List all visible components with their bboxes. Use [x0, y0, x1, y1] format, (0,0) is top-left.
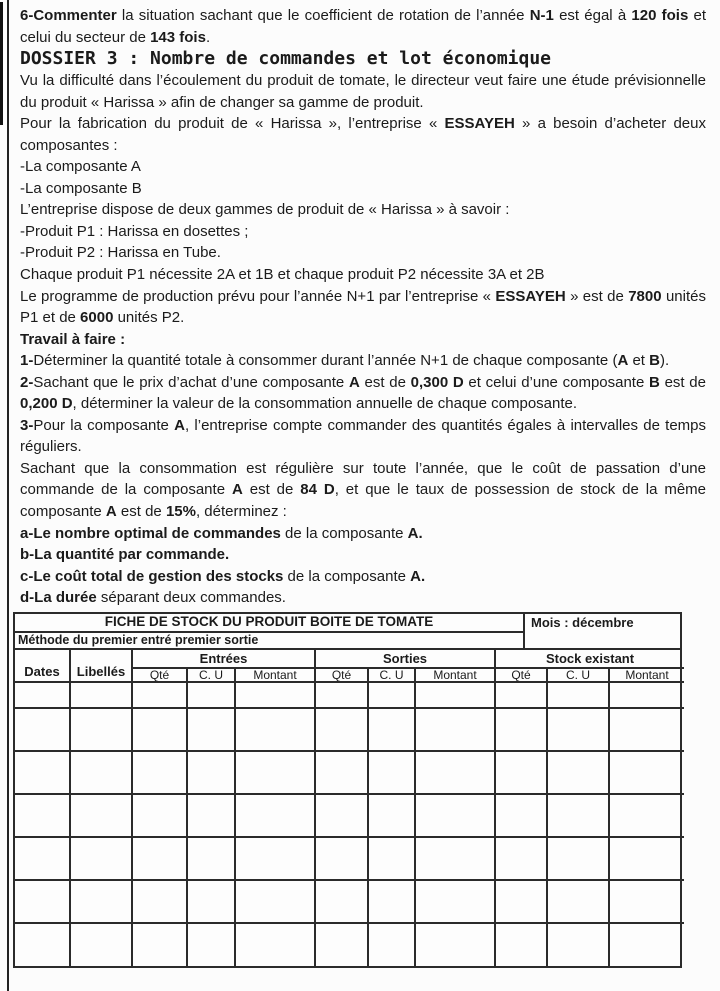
- text-run: Vu la difficulté dans l’écoulement du produit de tomate, le directeur veut faire une étude prévisionnelle du produit « Harissa » afin de changer sa gamme de produit.: [20, 72, 706, 111]
- bold-text-run: 0,200 D: [20, 395, 73, 413]
- stock-cell: [187, 751, 235, 794]
- stock-cell: [315, 923, 368, 966]
- stock-cell: [187, 708, 235, 751]
- column-header-montant-entrees: Montant: [235, 668, 315, 682]
- page-margin-line: [7, 0, 9, 991]
- text-run: -La composante B: [20, 179, 142, 197]
- text-run: Chaque produit P1 nécessite 2A et 1B et chaque produit P2 nécessite 3A et 2B: [20, 266, 545, 284]
- text-run: de la composante: [280, 524, 408, 542]
- text-run: unités P1 et de: [20, 287, 706, 327]
- stock-cell: [609, 751, 684, 794]
- bold-text-run: b-La quantité par commande.: [20, 546, 230, 564]
- bold-text-run: ESSAYEH: [444, 115, 515, 133]
- column-header-cu-sorties: C. U: [368, 668, 415, 682]
- paragraph-nomenclature: [20, 264, 706, 286]
- stock-cell: [415, 880, 495, 923]
- column-header-cu-stock: C. U: [547, 668, 609, 682]
- text-run: ).: [659, 352, 670, 370]
- bold-text-run: A: [174, 416, 185, 434]
- stock-cell: [315, 794, 368, 837]
- stock-cell: [15, 794, 70, 837]
- stock-cell: [609, 880, 684, 923]
- stock-cell: [495, 682, 547, 708]
- paragraph-produit-p1: [20, 221, 706, 243]
- stock-cell: [187, 880, 235, 923]
- paragraph-question-1: [20, 350, 706, 372]
- text-run: , déterminer la valeur de la consommation annuelle de chaque composante.: [72, 395, 578, 413]
- text-run: est de: [242, 481, 301, 499]
- paragraph-programme: [20, 286, 706, 329]
- table-row: [15, 751, 684, 794]
- text-run: est de: [659, 373, 706, 391]
- paragraph-intro: [20, 70, 706, 113]
- stock-cell: [132, 751, 187, 794]
- text-run: Sachant que le prix d’achat d’une composante: [33, 373, 349, 391]
- stock-cell: [368, 923, 415, 966]
- paragraph-gammes: [20, 199, 706, 221]
- stock-cell: [495, 708, 547, 751]
- paragraph-question-3: [20, 415, 706, 458]
- bold-text-run: 0,300 D: [410, 373, 464, 391]
- paragraph-hypotheses: [20, 458, 706, 523]
- stock-cell: [415, 708, 495, 751]
- stock-cell: [315, 682, 368, 708]
- stock-cell: [70, 837, 132, 880]
- group-header-entrees: Entrées: [132, 650, 315, 668]
- bold-text-run: d-La durée: [20, 589, 97, 607]
- bold-text-run: A: [105, 503, 117, 521]
- stock-cell: [70, 751, 132, 794]
- text-run: Sachant que la consommation est régulière sur toute l’année, que le coût de passation d’une commande de la composante: [20, 459, 706, 499]
- paragraph-q6: [20, 5, 706, 48]
- paragraph-question-d: [20, 587, 706, 609]
- stock-cell: [415, 837, 495, 880]
- stock-cell: [235, 682, 315, 708]
- stock-cell: [15, 837, 70, 880]
- stock-cell: [235, 751, 315, 794]
- stock-cell: [547, 751, 609, 794]
- stock-cell: [609, 794, 684, 837]
- stock-cell: [235, 708, 315, 751]
- stock-cell: [495, 837, 547, 880]
- bold-text-run: 3-: [20, 416, 34, 434]
- stock-cell: [495, 880, 547, 923]
- stock-grid: [15, 650, 684, 966]
- stock-table-title-block: [15, 614, 523, 648]
- bold-text-run: 120 fois: [631, 7, 689, 24]
- column-header-montant-sorties: Montant: [415, 668, 495, 682]
- stock-cell: [187, 682, 235, 708]
- stock-cell: [70, 794, 132, 837]
- bold-text-run: Travail à faire :: [20, 330, 126, 348]
- table-row: [15, 880, 684, 923]
- bold-text-run: c-Le coût total de gestion des stocks: [20, 567, 284, 585]
- bold-text-run: 2-: [20, 373, 34, 391]
- text-run: et: [628, 352, 650, 370]
- stock-cell: [132, 794, 187, 837]
- paragraph-travail-a-faire: [20, 329, 706, 351]
- paragraph-question-c: [20, 566, 706, 588]
- stock-table-mois-cell: Mois : décembre: [523, 614, 680, 648]
- stock-cell: [132, 923, 187, 966]
- stock-cell: [495, 794, 547, 837]
- text-run: la situation sachant que le coefficient de rotation de l’année: [116, 7, 530, 24]
- group-header-sorties: Sorties: [315, 650, 495, 668]
- stock-cell: [547, 708, 609, 751]
- stock-cell: [315, 837, 368, 880]
- stock-cell: [235, 794, 315, 837]
- stock-cell: [132, 708, 187, 751]
- stock-cell: [415, 794, 495, 837]
- bold-text-run: A.: [407, 524, 423, 542]
- stock-cell: [132, 880, 187, 923]
- stock-cell: [315, 880, 368, 923]
- paragraph-question-2: [20, 372, 706, 415]
- stock-cell: [415, 751, 495, 794]
- text-run: de la composante: [283, 567, 411, 585]
- text-run: Déterminer la quantité totale à consommer durant l’année N+1 de chaque composante (: [33, 352, 618, 370]
- stock-cell: [315, 708, 368, 751]
- stock-cell: [368, 708, 415, 751]
- bold-text-run: N-1: [529, 7, 554, 24]
- paragraph-question-b: [20, 544, 706, 566]
- stock-cell: [15, 751, 70, 794]
- text-run: séparant deux commandes.: [96, 589, 286, 607]
- bold-text-run: ESSAYEH: [495, 287, 566, 305]
- stock-grid-body: [15, 682, 684, 966]
- bold-text-run: 84 D: [300, 481, 335, 499]
- stock-cell: [187, 794, 235, 837]
- stock-cell: [368, 751, 415, 794]
- table-row: [15, 923, 684, 966]
- text-run: , l’entreprise compte commander des quantités égales à intervalles de temps réguliers.: [20, 416, 707, 456]
- text-run: Pour la composante: [33, 416, 175, 434]
- stock-cell: [368, 682, 415, 708]
- stock-table-title: FICHE DE STOCK DU PRODUIT BOITE DE TOMATE: [15, 614, 523, 633]
- stock-cell: [609, 708, 684, 751]
- stock-cell: [235, 880, 315, 923]
- stock-cell: [609, 837, 684, 880]
- text-run: -La composante A: [20, 158, 141, 176]
- table-row: [15, 708, 684, 751]
- table-row: [15, 794, 684, 837]
- stock-cell: [547, 794, 609, 837]
- paragraph-composante-b: [20, 178, 706, 200]
- text-run: et celui du secteur de: [20, 7, 707, 46]
- stock-cell: [187, 837, 235, 880]
- stock-cell: [415, 682, 495, 708]
- stock-cell: [495, 751, 547, 794]
- text-run: est de: [359, 373, 411, 391]
- text-run: , et que le taux de possession de stock de la même composante: [20, 481, 707, 521]
- table-row: [15, 682, 684, 708]
- column-header-libelles: Libellés: [70, 650, 132, 682]
- bold-text-run: B: [649, 373, 660, 391]
- text-run: et celui d’une composante: [463, 373, 650, 391]
- stock-cell: [70, 923, 132, 966]
- stock-cell: [235, 837, 315, 880]
- bold-text-run: A: [348, 373, 360, 391]
- text-run: , déterminez :: [195, 503, 287, 521]
- bold-text-run: A.: [410, 567, 426, 585]
- stock-cell: [609, 682, 684, 708]
- paragraph-produit-p2: [20, 242, 706, 264]
- bold-text-run: A: [617, 352, 629, 370]
- text-run: -Produit P1 : Harissa en dosettes ;: [20, 222, 249, 240]
- group-header-stock-existant: Stock existant: [495, 650, 684, 668]
- stock-cell: [70, 682, 132, 708]
- column-header-cu-entrees: C. U: [187, 668, 235, 682]
- stock-cell: [495, 923, 547, 966]
- stock-cell: [15, 708, 70, 751]
- stock-table-header-top: [15, 614, 680, 650]
- text-run: » est de: [565, 287, 629, 305]
- stock-cell: [547, 837, 609, 880]
- stock-cell: [132, 682, 187, 708]
- stock-cell: [235, 923, 315, 966]
- column-header-qte-sorties: Qté: [315, 668, 368, 682]
- text-run: .: [205, 28, 211, 46]
- column-header-dates: Dates: [15, 650, 70, 682]
- text-run: est de: [116, 503, 166, 521]
- stock-cell: [609, 923, 684, 966]
- stock-cell: [15, 923, 70, 966]
- column-header-qte-entrees: Qté: [132, 668, 187, 682]
- column-header-montant-stock: Montant: [609, 668, 684, 682]
- text-run: » a besoin d’acheter deux composantes :: [20, 115, 706, 154]
- text-run: unités P2.: [113, 309, 185, 327]
- stock-cell: [368, 880, 415, 923]
- bold-text-run: 6-Commenter: [20, 7, 117, 24]
- stock-cell: [15, 682, 70, 708]
- text-run: -Produit P2 : Harissa en Tube.: [20, 244, 221, 262]
- bold-text-run: 1-: [20, 352, 34, 370]
- text-run: est égal à: [553, 7, 632, 24]
- document-body: [20, 5, 706, 609]
- stock-cell: [415, 923, 495, 966]
- stock-cell: [547, 923, 609, 966]
- paragraph-composante-a: [20, 156, 706, 178]
- text-run: L’entreprise dispose de deux gammes de produit de « Harissa » à savoir :: [20, 201, 510, 219]
- table-row: [15, 837, 684, 880]
- stock-cell: [70, 708, 132, 751]
- stock-cell: [368, 837, 415, 880]
- stock-cell: [368, 794, 415, 837]
- bold-text-run: 15%: [165, 503, 196, 521]
- text-run: Le programme de production prévu pour l’année N+1 par l’entreprise «: [20, 287, 496, 305]
- stock-cell: [132, 837, 187, 880]
- stock-cell: [547, 880, 609, 923]
- bold-text-run: A: [231, 481, 243, 499]
- scan-edge-artifact: [0, 2, 3, 125]
- group-header-row: [15, 650, 684, 668]
- stock-cell: [547, 682, 609, 708]
- stock-cell: [187, 923, 235, 966]
- bold-text-run: 6000: [80, 309, 114, 327]
- stock-table: [13, 612, 682, 968]
- paragraph-question-a: [20, 523, 706, 545]
- column-header-qte-stock: Qté: [495, 668, 547, 682]
- stock-cell: [70, 880, 132, 923]
- bold-text-run: 143 fois: [150, 28, 206, 46]
- stock-cell: [315, 751, 368, 794]
- dossier-heading: DOSSIER 3 : Nombre de commandes et lot économique: [20, 48, 552, 70]
- stock-table-methode: Méthode du premier entré premier sortie: [18, 633, 259, 647]
- bold-text-run: a-Le nombre optimal de commandes: [20, 524, 281, 542]
- stock-cell: [15, 880, 70, 923]
- text-run: Pour la fabrication du produit de « Harissa », l’entreprise «: [20, 115, 445, 133]
- paragraph-fabrication: [20, 113, 706, 156]
- bold-text-run: B: [649, 352, 660, 370]
- bold-text-run: 7800: [628, 287, 662, 305]
